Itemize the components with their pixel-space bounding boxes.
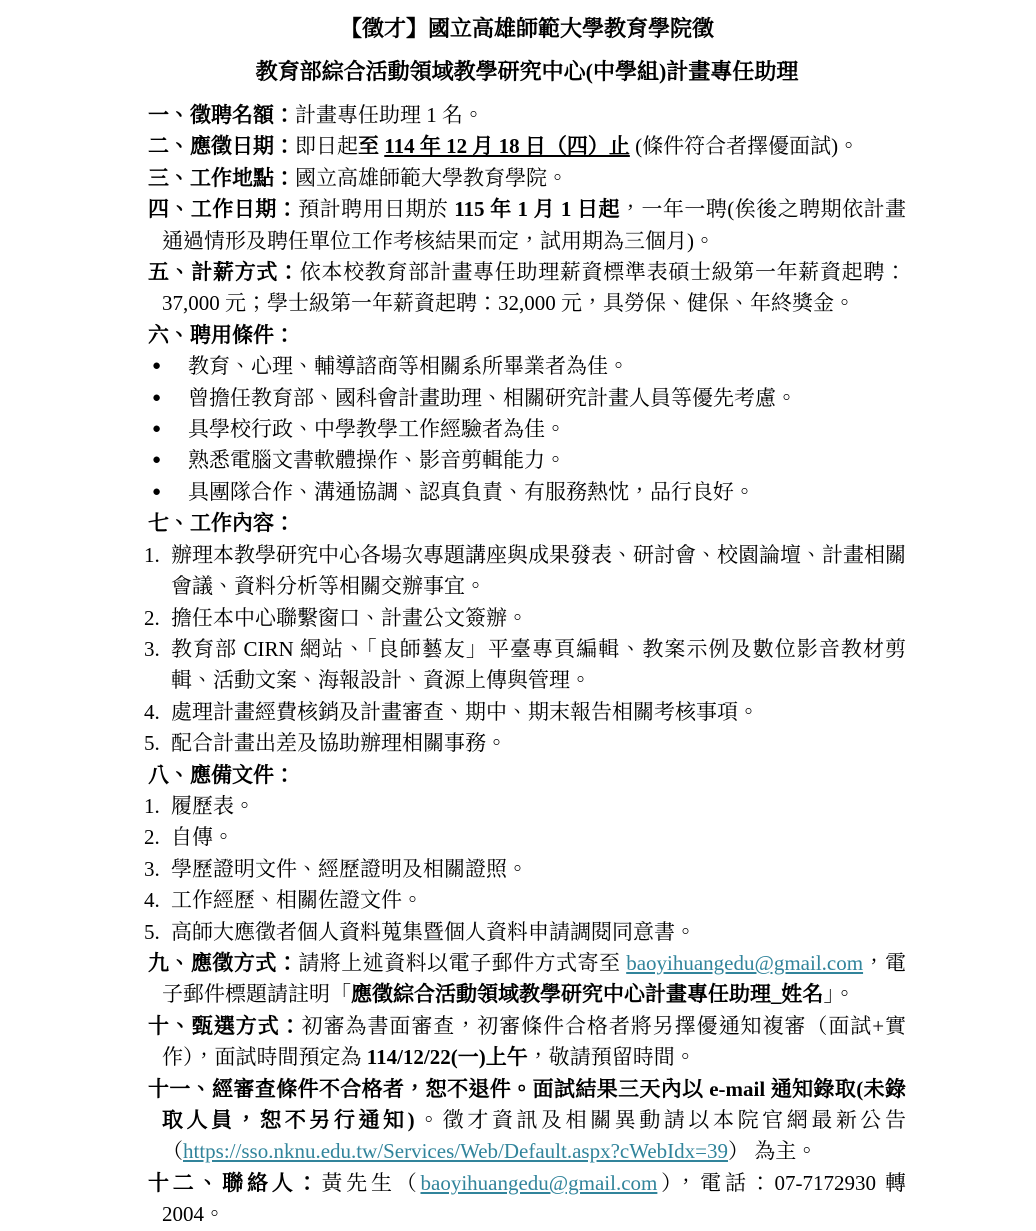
item-11-bold-text: 十一、經審查條件不合格者，恕不退件。面試結果三天內以 e-mail 通知錄取(未錄取人員，恕不另行通知) xyxy=(148,1076,906,1132)
item-9-text-start: 請將上述資料以電子郵件方式寄至 xyxy=(298,950,627,975)
document-subtitle: 教育部綜合活動領域教學研究中心(中學組)計畫專任助理 xyxy=(255,59,799,84)
task-text-3: 教育部 CIRN 網站、「良師藝友」平臺專頁編輯、教案示例及數位影音教材剪輯、活動文案、海報設計、資源上傳與管理。 xyxy=(171,636,906,693)
contact-email-link[interactable]: baoyihuangedu@gmail.com xyxy=(420,1170,658,1195)
document-item-2 xyxy=(144,822,906,853)
condition-bullet-4 xyxy=(148,445,906,476)
item-3-label: 三、工作地點： xyxy=(148,165,295,190)
item-8-label: 八、應備文件： xyxy=(148,762,295,787)
document-text-2: 自傳。 xyxy=(171,825,234,850)
document-number-3: 3. xyxy=(144,856,160,881)
bullet-icon: ● xyxy=(152,389,162,406)
application-email-link[interactable]: baoyihuangedu@gmail.com xyxy=(626,950,864,975)
condition-text-4: 熟悉電腦文書軟體操作、影音剪輯能力。 xyxy=(188,448,566,473)
item-4-label: 四、工作日期： xyxy=(148,197,299,222)
item-1-label: 一、徵聘名額： xyxy=(148,103,295,127)
document-number-5: 5. xyxy=(144,919,160,944)
document-number-1: 1. xyxy=(144,793,160,818)
item-work-date xyxy=(148,194,906,257)
document-text-5: 高師大應徵者個人資料蒐集暨個人資料申請調閱同意書。 xyxy=(171,919,696,944)
item-2-text-start: 即日起 xyxy=(295,134,358,159)
item-5-text: 依本校教育部計畫專任助理薪資標準表碩士級第一年薪資起聘：37,000 元；學士級第一年薪資起聘：32,000 元，具勞保、健保、年終獎金。 xyxy=(162,260,907,316)
task-item-2 xyxy=(144,603,906,634)
item-job-description xyxy=(148,508,906,539)
deadline-date: 114 年 12 月 18 日（四）止 xyxy=(384,134,630,159)
condition-bullet-2 xyxy=(148,383,906,414)
document-text-4: 工作經歷、相關佐證文件。 xyxy=(171,888,423,913)
task-item-5 xyxy=(144,728,906,759)
condition-text-3: 具學校行政、中學教學工作經驗者為佳。 xyxy=(188,417,566,442)
item-2-label: 二、應徵日期： xyxy=(148,134,295,159)
bullet-icon: ● xyxy=(152,421,162,438)
task-text-2: 擔任本中心聯繫窗口、計畫公文簽辦。 xyxy=(171,605,528,630)
condition-text-5: 具團隊合作、溝通協調、認真負責、有服務熱忱，品行良好。 xyxy=(188,479,755,504)
task-number-2: 2. xyxy=(144,605,160,630)
bullet-icon: ● xyxy=(152,483,162,500)
item-11-text-mid: 。徵才資訊及相關異動請以本院官網最新公告（ xyxy=(162,1108,907,1164)
item-10-text-start: 初審為書面審查，初審條件合格者將另擇優通知複審（面試+實作），面試時間預定為 xyxy=(162,1013,907,1070)
document-text-1: 履歷表。 xyxy=(171,793,255,818)
item-12-label: 十二、聯絡人： xyxy=(148,1170,322,1195)
official-website-link[interactable]: https://sso.nknu.edu.tw/Services/Web/Default.aspx?cWebIdx=39 xyxy=(183,1139,729,1164)
item-2-text-end: (條件符合者擇優面試)。 xyxy=(629,134,860,159)
item-4-text-start: 預計聘用日期於 xyxy=(298,197,455,222)
item-contact-person xyxy=(148,1168,906,1231)
item-work-location xyxy=(148,163,906,194)
item-3-text: 國立高雄師範大學教育學院。 xyxy=(295,165,568,190)
task-text-5: 配合計畫出差及協助辦理相關事務。 xyxy=(171,731,507,756)
document-title: 【徵才】國立高雄師範大學教育學院徵 xyxy=(339,16,714,41)
task-number-4: 4. xyxy=(144,699,160,724)
task-text-4: 處理計畫經費核銷及計畫審查、期中、期末報告相關考核事項。 xyxy=(171,699,759,724)
item-how-to-apply xyxy=(148,948,906,1011)
task-item-1 xyxy=(144,540,906,603)
item-9-label: 九、應徵方式： xyxy=(148,950,299,975)
condition-bullet-5 xyxy=(148,477,906,508)
condition-bullet-3 xyxy=(148,414,906,445)
document-text-3: 學歷證明文件、經歷證明及相關證照。 xyxy=(171,856,528,881)
task-number-5: 5. xyxy=(144,731,160,756)
item-recruitment-quota xyxy=(148,100,906,131)
task-number-1: 1. xyxy=(144,542,160,567)
task-item-4 xyxy=(144,697,906,728)
bullet-icon: ● xyxy=(152,358,162,375)
item-employment-conditions xyxy=(148,320,906,351)
bullet-icon: ● xyxy=(152,452,162,469)
item-11-text-end: ） 為主。 xyxy=(728,1139,818,1164)
item-review-notice xyxy=(148,1074,906,1168)
item-9-text-end: 」。 xyxy=(823,982,855,1007)
condition-bullet-1 xyxy=(148,351,906,382)
item-7-label: 七、工作內容： xyxy=(148,511,295,536)
item-9-text-mid: ，電子郵件標題請註明「 xyxy=(162,950,907,1007)
document-body xyxy=(144,100,907,1231)
document-item-3 xyxy=(144,854,906,885)
task-text-1: 辦理本教學研究中心各場次專題講座與成果發表、研討會、校園論壇、計畫相關會議、資料分析等相關交辦事宜。 xyxy=(171,542,906,599)
interview-date: 114/12/22(一)上午 xyxy=(366,1045,528,1070)
item-12-text-end: ），電話：07-7172930 轉 2004。 xyxy=(162,1170,907,1227)
item-application-deadline xyxy=(148,131,906,162)
document-number-2: 2. xyxy=(144,825,160,850)
item-salary xyxy=(148,257,906,320)
task-number-3: 3. xyxy=(144,636,160,661)
condition-text-1: 教育、心理、輔導諮商等相關系所畢業者為佳。 xyxy=(188,354,629,379)
item-selection-process xyxy=(148,1011,906,1074)
item-1-text: 計畫專任助理 1 名。 xyxy=(295,103,484,127)
document-number-4: 4. xyxy=(144,888,160,913)
document-item-4 xyxy=(144,885,906,916)
item-4-text-end: ，一年一聘(俟後之聘期依計畫通過情形及聘任單位工作考核結果而定，試用期為三個月)。 xyxy=(162,197,907,253)
item-10-text-end: ，敬請預留時間。 xyxy=(527,1045,696,1070)
task-item-3 xyxy=(144,634,906,697)
item-5-label: 五、計薪方式： xyxy=(148,260,300,285)
email-subject-line: 應徵綜合活動領域教學研究中心計畫專任助理_姓名 xyxy=(351,982,824,1007)
item-required-documents xyxy=(148,760,906,791)
document-item-5 xyxy=(144,917,906,948)
start-date: 115 年 1 月 1 日起 xyxy=(454,197,620,222)
item-10-label: 十、甄選方式： xyxy=(148,1013,302,1038)
condition-text-2: 曾擔任教育部、國科會計畫助理、相關研究計畫人員等優先考慮。 xyxy=(188,385,797,410)
item-2-bold-to: 至 xyxy=(358,134,385,159)
document-item-1 xyxy=(144,791,906,822)
item-6-label: 六、聘用條件： xyxy=(148,322,295,347)
item-12-text-start: 黃先生（ xyxy=(321,1170,421,1195)
